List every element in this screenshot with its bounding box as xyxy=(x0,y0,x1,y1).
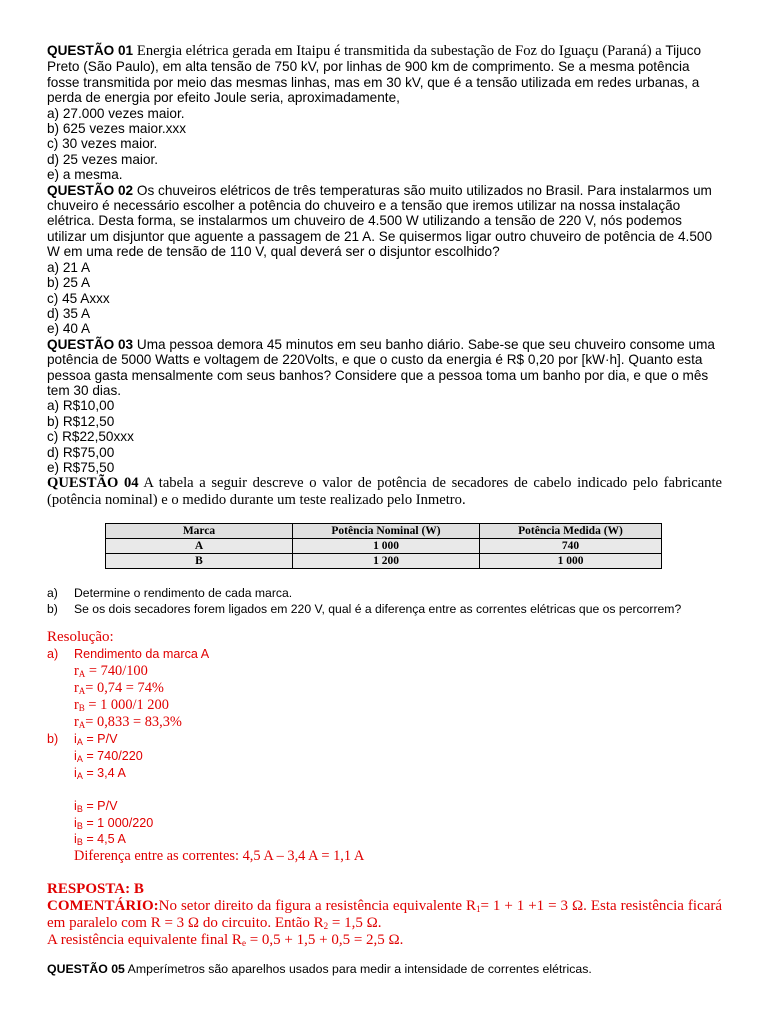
efficiency-line: $r_A= 0,74 = 74\%$ xyxy=(74,680,164,697)
part-title: Rendimento da marca A xyxy=(74,647,210,662)
question-3 xyxy=(47,337,722,399)
question-3-options xyxy=(47,398,722,475)
option: b) 25 A xyxy=(47,275,91,291)
question-4-text: A tabela a seguir descreve o valor de potência de secadores de cabelo indicado pelo fabricante (potência nominal) e o medido durante um teste realizado pelo Inmetro. xyxy=(47,475,723,509)
option: d) 35 A xyxy=(47,305,91,321)
document-page xyxy=(47,43,722,977)
table-cell: B xyxy=(106,554,293,569)
question-4 xyxy=(47,475,722,509)
resolution xyxy=(47,629,722,865)
efficiency-line: $r_B = 1$ 000/1 200 xyxy=(74,697,169,714)
table-cell: 740 xyxy=(480,539,662,554)
question-4-tasks xyxy=(47,585,722,617)
spacer xyxy=(47,781,722,798)
efficiency-line: $r_A = 740/100$ xyxy=(74,663,148,680)
resolution-part-b: b) $i_A = P/V$ xyxy=(47,732,118,748)
question-1-label: QUESTÃO 01 xyxy=(47,43,134,58)
table-header: Potência Medida (W) xyxy=(480,524,662,539)
question-2-text: Os chuveiros elétricos de três temperaturas são muito utilizados no Brasil. Para instalarmos um chuveiro é necessário escolher a potência do chuveiro e a tensão que iremos utilizar na nossa instalação elétrica. Desta forma, se instalarmos um chuveiro de 4.500 W utilizando a tensão de 220 V, nós podemos utilizar um disjuntor que aguente a passagem de 21 A. Se quisermos ligar outro chuveiro de potência de 4.500 W em uma rede de tensão de 110 V, qual deverá ser o disjuntor escolhido? xyxy=(47,182,712,260)
table-header-row xyxy=(106,524,662,539)
task-item xyxy=(47,601,722,617)
task-item xyxy=(47,585,722,601)
current-difference: Diferença entre as correntes: 4,5 A – 3,4 A = 1,1 A xyxy=(74,847,365,864)
power-table xyxy=(105,523,662,569)
option: a) R$10,00 xyxy=(47,398,115,414)
table-cell: 1 000 xyxy=(293,539,480,554)
question-2 xyxy=(47,183,722,260)
part-label: a) xyxy=(47,647,59,662)
option: e) 40 A xyxy=(47,321,91,337)
question-1 xyxy=(47,43,722,106)
question-4-label: QUESTÃO 04 xyxy=(47,475,139,492)
option: e) R$75,50 xyxy=(47,459,115,475)
task-label: b) xyxy=(47,602,58,617)
table-cell: 1 200 xyxy=(293,554,480,569)
question-1-intro: Energia elétrica gerada em Itaipu é transmitida da subestação de Foz do Iguaçu (Paraná) a xyxy=(136,43,662,59)
table-cell: A xyxy=(106,539,293,554)
comment-final: A resistência equivalente final $R_e = 0,5 + 1,5 + 0,5 = 2,5$ Ω. xyxy=(47,931,404,948)
comment: COMENTÁRIO:No setor direito da figura a resistência equivalente $R_1= 1 + 1 +1 = 3$ Ω. Esta resistência ficará em paralelo com R = 3 Ω do circuito. Então $R_2 = 1,5$ Ω. xyxy=(47,897,722,931)
answer-label: RESPOSTA: B xyxy=(47,880,144,897)
option: d) 25 vezes maior. xyxy=(47,151,159,167)
current-line: $i_B = 1$ 000/220 xyxy=(74,815,154,831)
option: c) 45 Axxx xyxy=(47,290,110,306)
option: a) 27.000 vezes maior. xyxy=(47,105,185,121)
current-line: $i_B = 4,5$ A xyxy=(74,832,126,848)
task-label: a) xyxy=(47,586,58,601)
table-header: Potência Nominal (W) xyxy=(293,524,480,539)
efficiency-line: $r_A= 0,833 = 83,3\%$ xyxy=(74,714,182,731)
table-row xyxy=(106,539,662,554)
resolution-part-a xyxy=(47,646,722,663)
table-header: Marca xyxy=(106,524,293,539)
option: b) 625 vezes maior.xxx xyxy=(47,121,187,137)
option: b) R$12,50 xyxy=(47,413,115,429)
question-5 xyxy=(47,962,722,977)
question-2-label: QUESTÃO 02 xyxy=(47,182,134,198)
resolution-title: Resolução: xyxy=(47,629,114,646)
option: c) R$22,50xxx xyxy=(47,429,134,445)
answer-block xyxy=(47,881,722,949)
part-label: b) xyxy=(47,732,59,747)
question-1-options xyxy=(47,106,722,183)
question-3-label: QUESTÃO 03 xyxy=(47,336,134,352)
task-text: Se os dois secadores forem ligados em 220 V, qual é a diferença entre as correntes elétricas que os percorrem? xyxy=(74,602,682,617)
current-line: $i_B = P/V$ xyxy=(74,799,118,815)
option: a) 21 A xyxy=(47,259,91,275)
table-cell: 1 000 xyxy=(480,554,662,569)
current-line: $i_A = 3,4$ A xyxy=(74,765,126,781)
question-5-text: Amperímetros são aparelhos usados para medir a intensidade de correntes elétricas. xyxy=(127,961,592,976)
current-line: $i_A = 740/220$ xyxy=(74,749,143,765)
option: c) 30 vezes maior. xyxy=(47,136,158,152)
task-text: Determine o rendimento de cada marca. xyxy=(74,586,293,601)
option: d) R$75,00 xyxy=(47,444,115,460)
question-2-options xyxy=(47,260,722,337)
comment-label: COMENTÁRIO: xyxy=(47,897,159,914)
question-1-text: Tijuco Preto (São Paulo), em alta tensão de 750 kV, por linhas de 900 km de comprimento. Se a mesma potência fosse transmitida por meio das mesmas linhas, mas em 30 kV, que é a tensão utilizada em redes urbanas, a perda de energia por efeito Joule seria, aproximadamente, xyxy=(47,43,702,106)
option: e) a mesma. xyxy=(47,167,123,183)
question-3-text: Uma pessoa demora 45 minutos em seu banho diário. Sabe-se que seu chuveiro consome uma potência de 5000 Watts e voltagem de 220Volts, e que o custo da energia é R$ 0,20 por [kW·h]. Quanto esta pessoa gasta mensalmente com seus banhos? Considere que a pessoa toma um banho por dia, e que o mês tem 30 dias. xyxy=(47,336,715,398)
question-5-label: QUESTÃO 05 xyxy=(47,961,125,976)
table-row xyxy=(106,554,662,569)
